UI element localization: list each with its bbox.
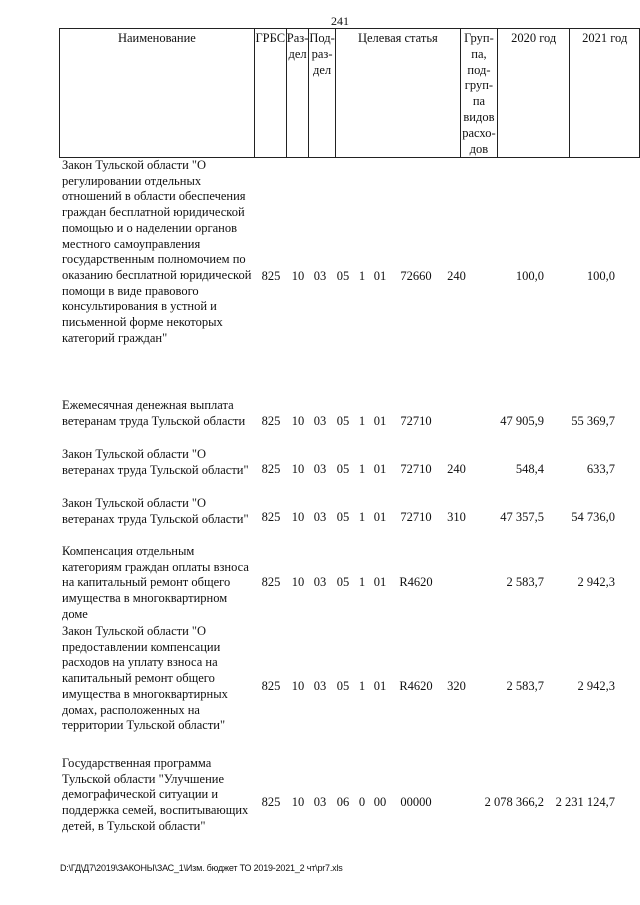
- cell-grbs: 825: [261, 679, 281, 693]
- cell-target-program: 05: [336, 510, 350, 524]
- cell-target-event: 01: [373, 575, 387, 589]
- row-name: Ежемесячная денежная выплата ветеранам труда Тульской области: [62, 398, 246, 428]
- header-2020: 2020 год: [497, 29, 570, 158]
- header-target: Целевая статья: [335, 29, 460, 158]
- cell-target-code: 72660: [400, 269, 432, 283]
- cell-target-subprogram: 0: [358, 795, 366, 809]
- cell-2021: 2 942,3: [577, 575, 615, 589]
- table-header: [59, 28, 640, 158]
- cell-group: 240: [447, 462, 466, 476]
- cell-2020: 2 583,7: [506, 679, 544, 693]
- cell-podrazdel: 03: [313, 462, 327, 476]
- cell-2021: 55 369,7: [571, 414, 615, 428]
- cell-target-event: 01: [373, 414, 387, 428]
- cell-grbs: 825: [261, 269, 281, 283]
- cell-grbs: 825: [261, 575, 281, 589]
- cell-target-event: 01: [373, 510, 387, 524]
- cell-grbs: 825: [261, 462, 281, 476]
- cell-2020: 2 583,7: [506, 575, 544, 589]
- cell-podrazdel: 03: [313, 510, 327, 524]
- row-name: Закон Тульской области "О ветеранах труда Тульской области": [62, 447, 249, 477]
- cell-2020: 2 078 366,2: [484, 795, 544, 809]
- cell-target-subprogram: 1: [358, 462, 366, 476]
- cell-podrazdel: 03: [313, 414, 327, 428]
- cell-2021: 2 942,3: [577, 679, 615, 693]
- cell-target-subprogram: 1: [358, 575, 366, 589]
- cell-2021: 54 736,0: [571, 510, 615, 524]
- cell-2020: 100,0: [515, 269, 544, 283]
- cell-target-program: 06: [336, 795, 350, 809]
- cell-razdel: 10: [291, 575, 305, 589]
- cell-razdel: 10: [291, 414, 305, 428]
- cell-target-subprogram: 1: [358, 414, 366, 428]
- cell-target-code: 72710: [400, 414, 432, 428]
- cell-podrazdel: 03: [313, 679, 327, 693]
- row-name: Закон Тульской области "О предоставлении компенсации расходов на уплату взноса на капитальный ремонт общего имущества в многоквартирных домах, расположенных на территории Тульской области": [62, 624, 228, 733]
- cell-group: 320: [447, 679, 466, 693]
- row-name: Государственная программа Тульской области "Улучшение демографической ситуации и поддержка семей, воспитывающих детей, в Тульской области": [62, 756, 249, 833]
- cell-target-code: R4620: [399, 679, 433, 693]
- cell-target-program: 05: [336, 575, 350, 589]
- row-name: Закон Тульской области "О ветеранах труда Тульской области": [62, 496, 249, 526]
- header-grbs: ГРБС: [254, 29, 286, 158]
- cell-2020: 47 357,5: [500, 510, 544, 524]
- cell-target-code: 72710: [400, 462, 432, 476]
- cell-target-subprogram: 1: [358, 269, 366, 283]
- cell-target-code: 00000: [400, 795, 432, 809]
- cell-2021: 2 231 124,7: [555, 795, 615, 809]
- cell-grbs: 825: [261, 414, 281, 428]
- row-name: Закон Тульской области "О регулировании отдельных отношений в области обеспечения граждан бесплатной юридической помощью и о наделении органов местного самоуправления государственным полномочием по оказанию бесплатной юридической помощи в виде правового консультирования в устной и письменной форме некоторых категорий граждан": [62, 158, 252, 345]
- cell-target-event: 01: [373, 462, 387, 476]
- cell-2021: 633,7: [586, 462, 615, 476]
- cell-podrazdel: 03: [313, 269, 327, 283]
- cell-target-program: 05: [336, 269, 350, 283]
- header-podrazdel: Под- раз- дел: [309, 29, 335, 158]
- cell-group: 310: [447, 510, 466, 524]
- cell-target-program: 05: [336, 414, 350, 428]
- cell-grbs: 825: [261, 795, 281, 809]
- cell-razdel: 10: [291, 795, 305, 809]
- cell-razdel: 10: [291, 269, 305, 283]
- cell-2021: 100,0: [586, 269, 615, 283]
- header-name: Наименование: [60, 29, 255, 158]
- cell-target-code: R4620: [399, 575, 433, 589]
- cell-2020: 548,4: [515, 462, 544, 476]
- cell-target-subprogram: 1: [358, 510, 366, 524]
- page-number: 241: [331, 14, 349, 28]
- row-name: Компенсация отдельным категориям граждан оплаты взноса на капитальный ремонт общего имущества в многоквартирном доме: [62, 544, 249, 621]
- cell-group: 240: [447, 269, 466, 283]
- header-group: Груп- па, под- груп- па видов расхо- дов: [460, 29, 497, 158]
- cell-target-event: 00: [373, 795, 387, 809]
- cell-podrazdel: 03: [313, 795, 327, 809]
- header-2021: 2021 год: [570, 29, 640, 158]
- file-path-footer: D:\ГД\Д7\2019\ЗАКОНЫ\ЗАС_1\Изм. бюджет ТО 2019-2021_2 чт\pr7.xls: [60, 863, 343, 873]
- cell-razdel: 10: [291, 510, 305, 524]
- cell-target-event: 01: [373, 269, 387, 283]
- cell-target-subprogram: 1: [358, 679, 366, 693]
- header-razdel: Раз- дел: [286, 29, 309, 158]
- cell-grbs: 825: [261, 510, 281, 524]
- cell-razdel: 10: [291, 679, 305, 693]
- cell-target-program: 05: [336, 679, 350, 693]
- cell-2020: 47 905,9: [500, 414, 544, 428]
- cell-target-event: 01: [373, 679, 387, 693]
- cell-target-code: 72710: [400, 510, 432, 524]
- cell-target-program: 05: [336, 462, 350, 476]
- cell-razdel: 10: [291, 462, 305, 476]
- cell-podrazdel: 03: [313, 575, 327, 589]
